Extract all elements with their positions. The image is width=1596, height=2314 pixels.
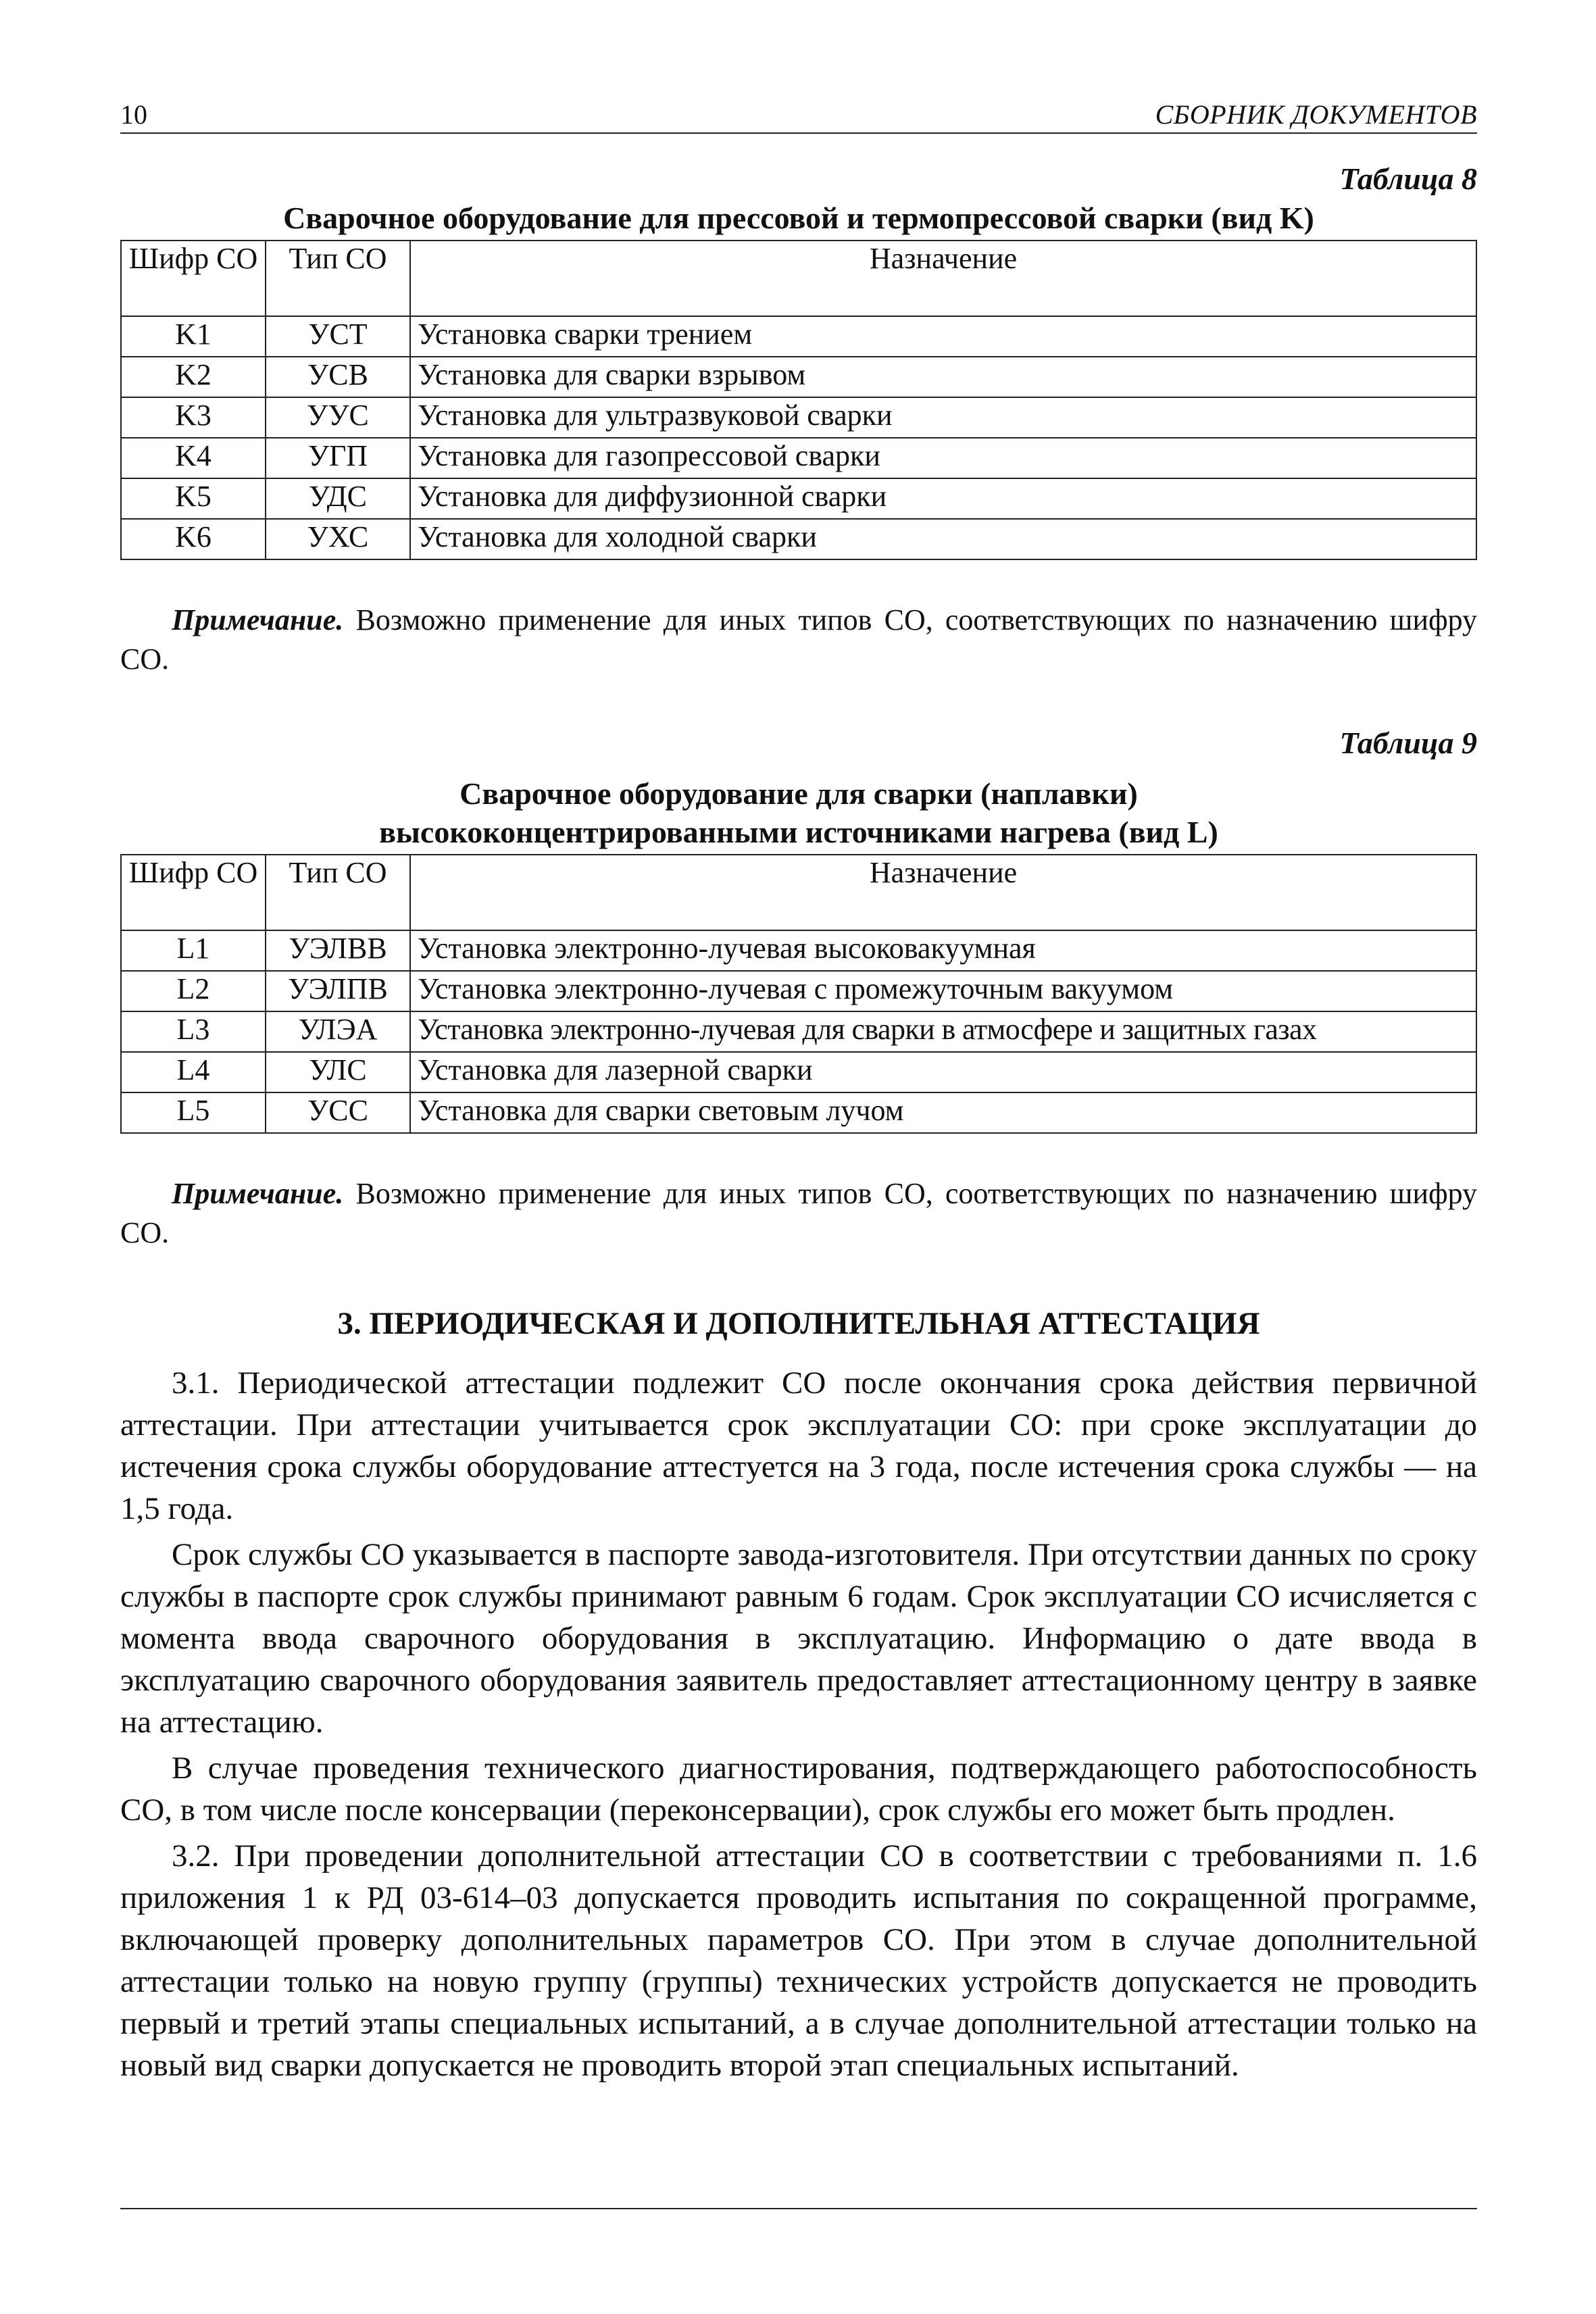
cell-type: УЭЛВВ (266, 930, 410, 971)
note-label: Примечание. (172, 1176, 344, 1210)
table-row (121, 357, 1476, 397)
table9-note (120, 1174, 1477, 1253)
cell-type: УСВ (266, 357, 410, 397)
cell-type: УУС (266, 397, 410, 438)
cell-code: L1 (121, 930, 266, 971)
cell-code: L2 (121, 971, 266, 1011)
table-row (121, 930, 1476, 971)
cell-code: K2 (121, 357, 266, 397)
note-text: Возможно применение для иных типов СО, соответствующих по назначению шифру СО. (120, 1176, 1477, 1249)
table9-title-line1: Сварочное оборудование для сварки (наплавки) (459, 776, 1138, 811)
table9-header-row (121, 855, 1476, 930)
cell-purpose: Установка для сварки световым лучом (410, 1092, 1476, 1133)
cell-code: K3 (121, 397, 266, 438)
cell-type: УЛЭА (266, 1011, 410, 1052)
note-label: Примечание. (172, 603, 344, 636)
table9 (120, 854, 1477, 1134)
paragraph: В случае проведения технического диагностирования, подтверждающего работоспособность СО, в том числе после консервации (переконсервации), срок службы его может быть продлен. (120, 1751, 1477, 1828)
table-row (121, 1092, 1476, 1133)
cell-type: УЛС (266, 1052, 410, 1092)
table-row (121, 1011, 1476, 1052)
table8 (120, 240, 1477, 560)
cell-type: УГП (266, 438, 410, 478)
cell-purpose: Установка для холодной сварки (410, 519, 1476, 559)
table8-title: Сварочное оборудование для прессовой и термопрессовой сварки (вид K) (283, 200, 1314, 235)
cell-purpose: Установка для лазерной сварки (410, 1052, 1476, 1092)
cell-type: УДС (266, 478, 410, 519)
column-header-type: Тип СО (266, 855, 410, 930)
table-row (121, 1052, 1476, 1092)
cell-code: L5 (121, 1092, 266, 1133)
cell-code: L4 (121, 1052, 266, 1092)
section-heading: 3. ПЕРИОДИЧЕСКАЯ И ДОПОЛНИТЕЛЬНАЯ АТТЕСТАЦИЯ (337, 1305, 1260, 1341)
cell-code: L3 (121, 1011, 266, 1052)
table9-title (120, 775, 1477, 851)
cell-purpose: Установка электронно-лучевая с промежуточным вакуумом (410, 971, 1476, 1011)
paragraph: 3.1. Периодической аттестации подлежит СО после окончания срока действия первичной аттестации. При аттестации учитывается срок эксплуатации СО: при сроке эксплуатации до истечения срока службы оборудование аттестуется на 3 года, после истечения срока службы — на 1,5 года. (120, 1365, 1477, 1526)
cell-purpose: Установка для сварки взрывом (410, 357, 1476, 397)
cell-code: K6 (121, 519, 266, 559)
table9-label: Таблица 9 (1339, 725, 1477, 760)
cell-type: УЭЛПВ (266, 971, 410, 1011)
table8-header-row (121, 241, 1476, 316)
cell-code: K5 (121, 478, 266, 519)
cell-code: K1 (121, 316, 266, 357)
table-row (121, 316, 1476, 357)
cell-purpose: Установка для ультразвуковой сварки (410, 397, 1476, 438)
table-row (121, 397, 1476, 438)
table-row (121, 438, 1476, 478)
cell-type: УСТ (266, 316, 410, 357)
table-row (121, 971, 1476, 1011)
document-page (120, 101, 1477, 2090)
running-head (120, 101, 1477, 134)
bottom-rule (120, 2208, 1477, 2209)
cell-purpose: Установка для диффузионной сварки (410, 478, 1476, 519)
running-title: СБОРНИК ДОКУМЕНТОВ (1155, 99, 1477, 130)
column-header-code: Шифр СО (121, 855, 266, 930)
cell-purpose: Установка сварки трением (410, 316, 1476, 357)
column-header-purpose: Назначение (410, 855, 1476, 930)
table8-label: Таблица 8 (1339, 161, 1477, 196)
column-header-type: Тип СО (266, 241, 410, 316)
cell-code: K4 (121, 438, 266, 478)
paragraph: 3.2. При проведении дополнительной аттестации СО в соответствии с требованиями п. 1.6 приложения 1 к РД 03-614–03 допускается проводить испытания по сокращенной программе, включающей проверку дополнительных параметров СО. При этом в случае дополнительной аттестации только на новую группу (группы) технических устройств допускается не проводить первый и третий этапы специальных испытаний, а в случае дополнительной аттестации только на новый вид сварки допускается не проводить второй этап специальных испытаний. (120, 1838, 1477, 2084)
table8-note (120, 601, 1477, 679)
cell-purpose: Установка электронно-лучевая высоковакуумная (410, 930, 1476, 971)
cell-type: УХС (266, 519, 410, 559)
cell-type: УСС (266, 1092, 410, 1133)
cell-purpose: Установка электронно-лучевая для сварки в атмосфере и защитных газах (410, 1011, 1476, 1052)
column-header-code: Шифр СО (121, 241, 266, 316)
page-number: 10 (120, 99, 147, 130)
table-row (121, 478, 1476, 519)
table9-title-line2: высококонцентрированными источниками нагрева (вид L) (379, 814, 1218, 849)
table-row (121, 519, 1476, 559)
note-text: Возможно применение для иных типов СО, соответствующих по назначению шифру СО. (120, 603, 1477, 676)
cell-purpose: Установка для газопрессовой сварки (410, 438, 1476, 478)
column-header-purpose: Назначение (410, 241, 1476, 316)
paragraph: Срок службы СО указывается в паспорте завода-изготовителя. При отсутствии данных по сроку службы в паспорте срок службы принимают равным 6 годам. Срок эксплуатации СО исчисляется с момента ввода сварочного оборудования в эксплуатацию. Информацию о дате ввода в эксплуатацию сварочного оборудования заявитель предоставляет аттестационному центру в заявке на аттестацию. (120, 1536, 1477, 1740)
